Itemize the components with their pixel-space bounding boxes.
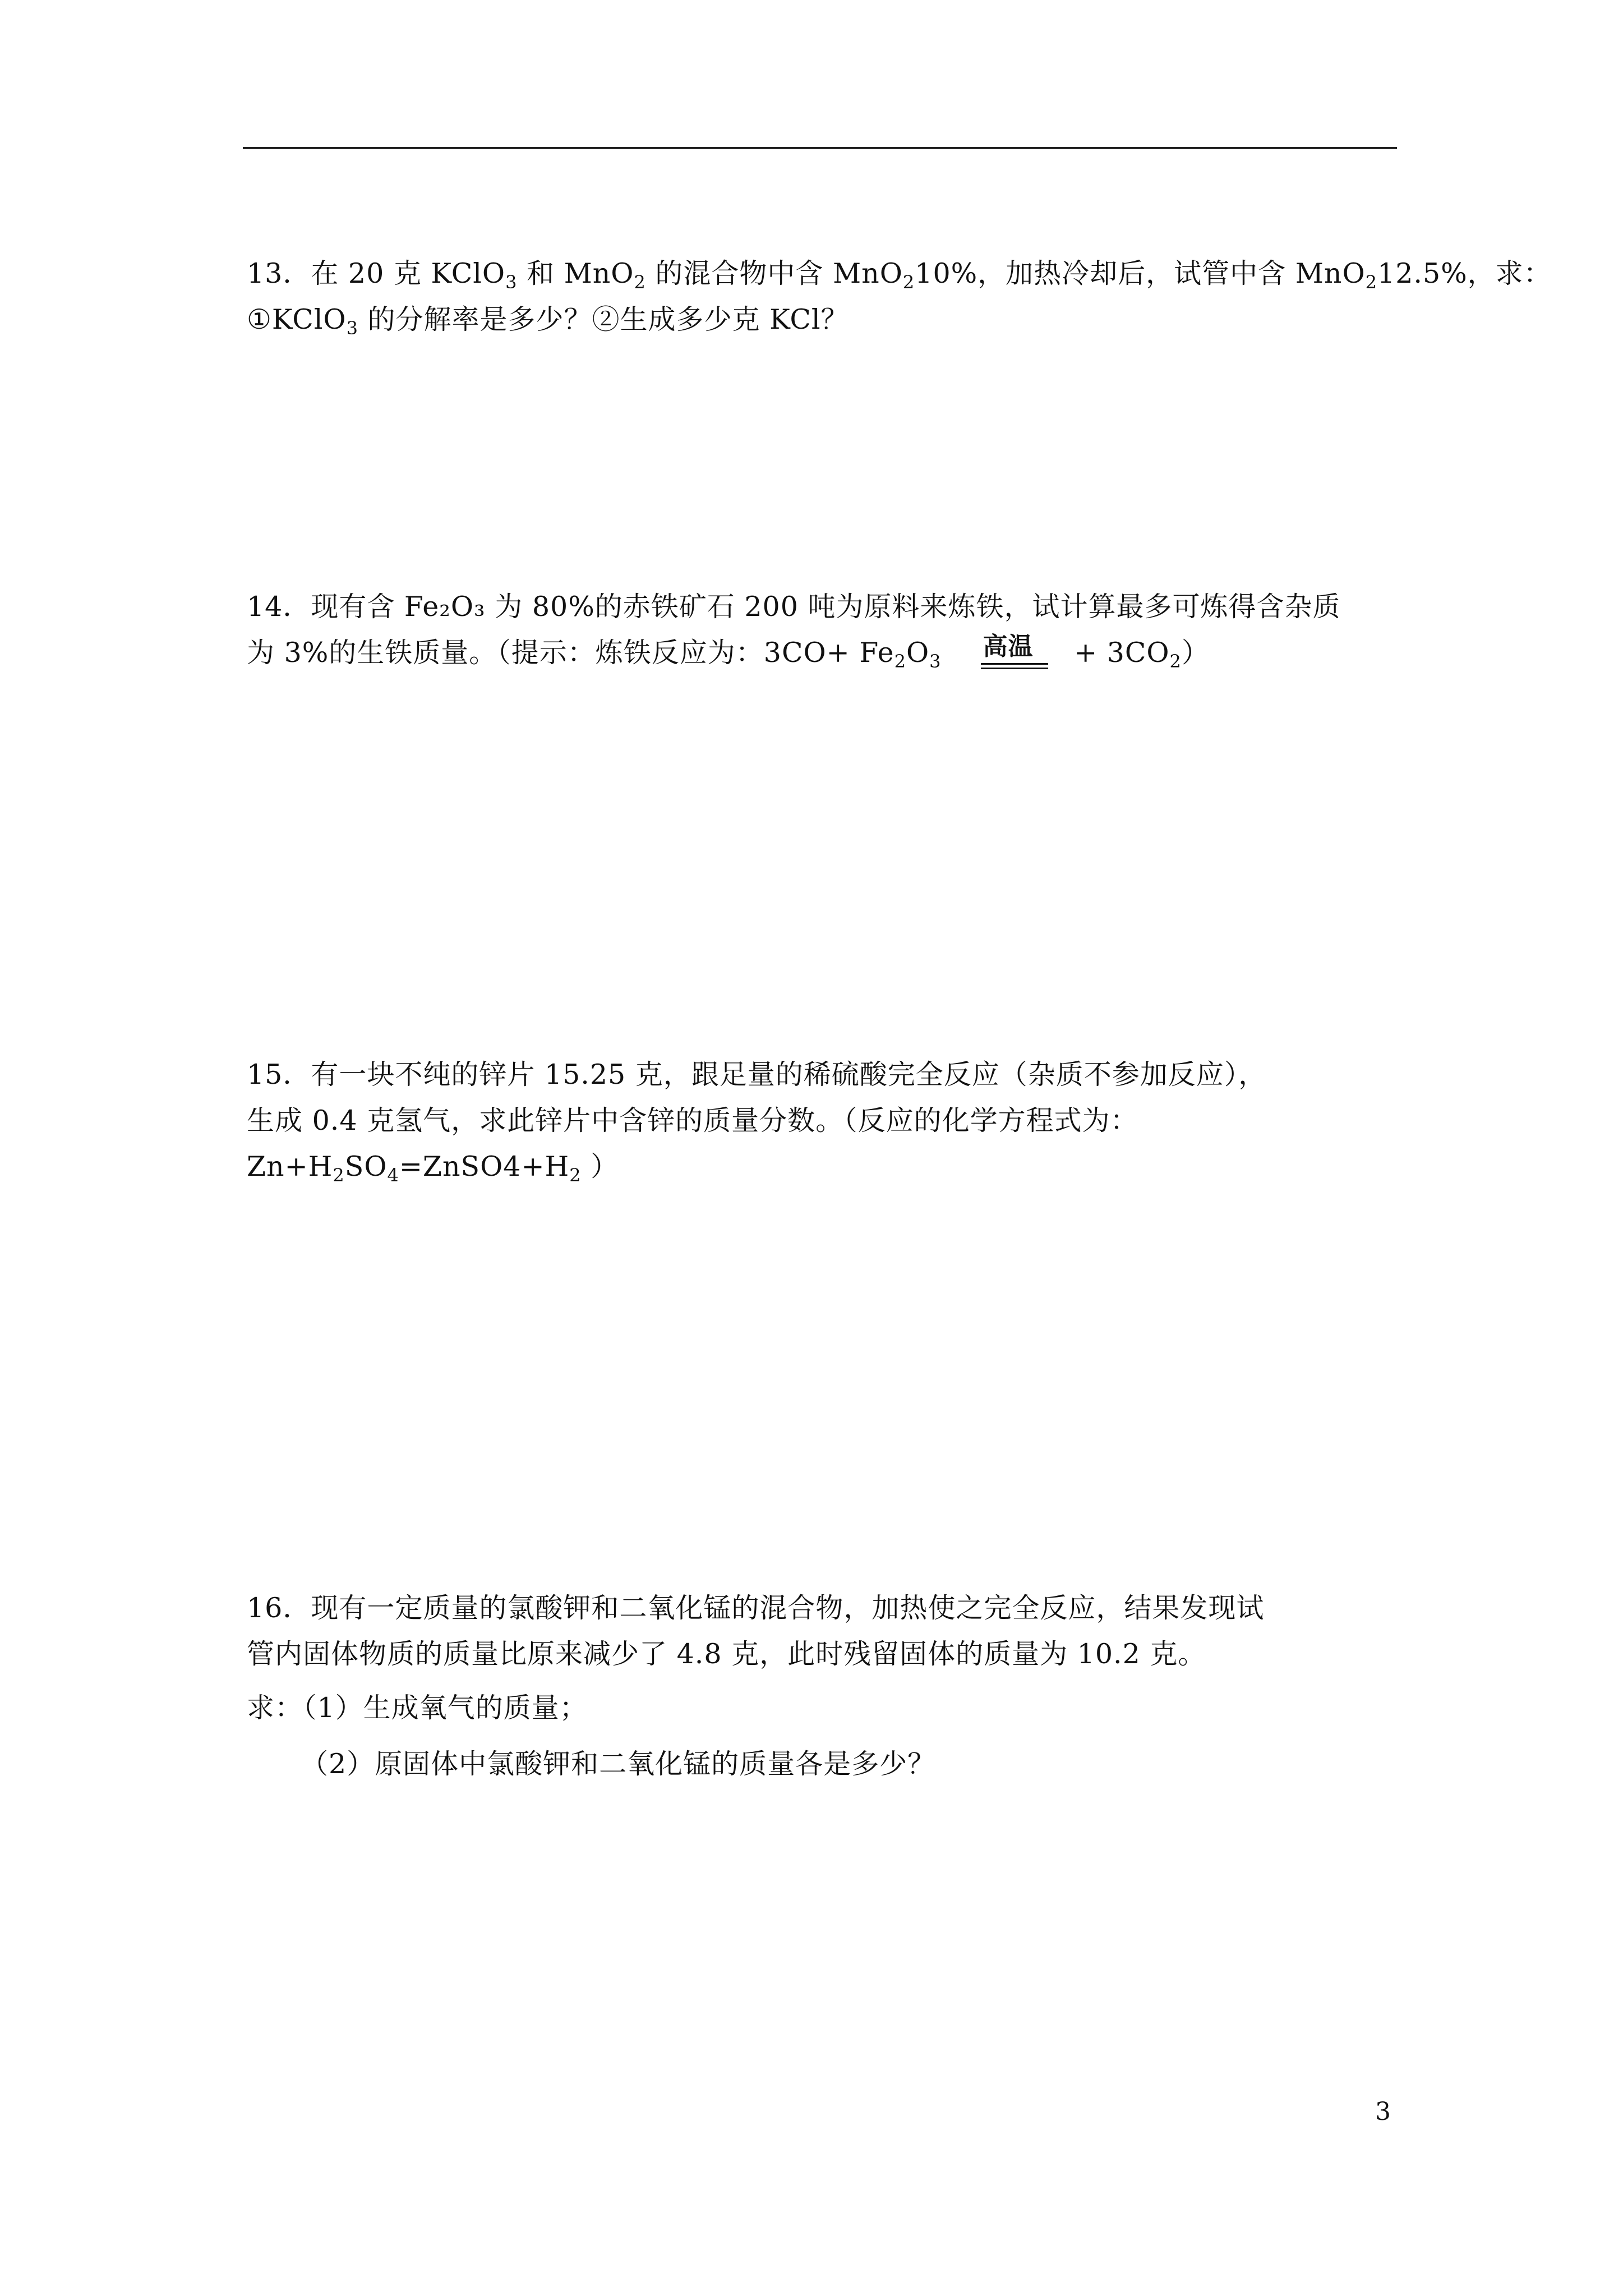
question-13	[247, 257, 1552, 352]
high-temperature-condition	[981, 632, 1065, 670]
subscript: 2	[1365, 272, 1378, 293]
subscript: 2	[902, 272, 915, 293]
question-13-line-2	[247, 303, 849, 337]
question-15-line-1: 15．有一块不纯的锌片 15.25 克，跟足量的稀硫酸完全反应（杂质不参加反应），	[247, 1059, 1267, 1091]
question-16-line-4: （2）原固体中氯酸钾和二氧化锰的质量各是多少？	[301, 1748, 936, 1780]
question-14	[247, 590, 1402, 685]
header-rule	[243, 147, 1397, 149]
text-span: ）	[581, 1151, 619, 1182]
question-15-line-3	[247, 1150, 619, 1184]
subscript: 3	[505, 272, 518, 293]
question-13-line-1	[247, 257, 1552, 291]
question-16	[247, 1591, 1402, 1782]
text-span: + 3CO	[1064, 637, 1170, 669]
text-span: 和 MnO	[517, 257, 634, 289]
text-span: 10%，加热冷却后，试管中含 MnO	[915, 257, 1366, 289]
subscript: 4	[387, 1165, 399, 1186]
text-span: O	[906, 637, 930, 669]
question-14-line-2	[247, 632, 1210, 672]
condition-label: 高温	[983, 632, 1034, 661]
equation-double-bar-top	[981, 663, 1048, 665]
question-16-line-3: 求：（1）生成氧气的质量；	[247, 1692, 588, 1724]
page-number: 3	[1375, 2097, 1391, 2126]
text-span: 为 3%的生铁质量。（提示：炼铁反应为：3CO+ Fe	[247, 637, 895, 669]
subscript: 2	[894, 651, 906, 672]
equation-double-bar-bottom	[981, 668, 1048, 669]
question-15-line-2: 生成 0.4 克氢气，求此锌片中含锌的质量分数。（反应的化学方程式为：	[247, 1105, 1138, 1137]
question-16-line-1: 16．现有一定质量的氯酸钾和二氧化锰的混合物，加热使之完全反应，结果发现试	[247, 1592, 1265, 1624]
subscript: 3	[929, 651, 942, 672]
text-span: 12.5%，求：	[1377, 257, 1552, 289]
subscript: 2	[569, 1165, 582, 1186]
text-span: 13．在 20 克 KClO	[247, 257, 506, 289]
text-span: 的分解率是多少？②生成多少克 KCl？	[358, 303, 849, 335]
question-14-line-1: 14．现有含 Fe₂O₃ 为 80%的赤铁矿石 200 吨为原料来炼铁，试计算最多可炼得含杂质	[247, 591, 1341, 623]
text-span: ①KClO	[247, 303, 347, 335]
subscript: 2	[1169, 651, 1182, 672]
text-span: 的混合物中含 MnO	[645, 257, 903, 289]
text-span: =ZnSO4+H	[399, 1151, 570, 1182]
subscript: 2	[333, 1165, 345, 1186]
text-span: SO	[344, 1151, 388, 1182]
subscript: 2	[634, 272, 646, 293]
question-15	[247, 1058, 1402, 1198]
question-16-line-2: 管内固体物质的质量比原来减少了 4.8 克，此时残留固体的质量为 10.2 克。	[247, 1638, 1206, 1670]
subscript: 3	[346, 318, 358, 339]
text-span: Zn+H	[247, 1151, 333, 1182]
text-span: ）	[1181, 637, 1210, 669]
